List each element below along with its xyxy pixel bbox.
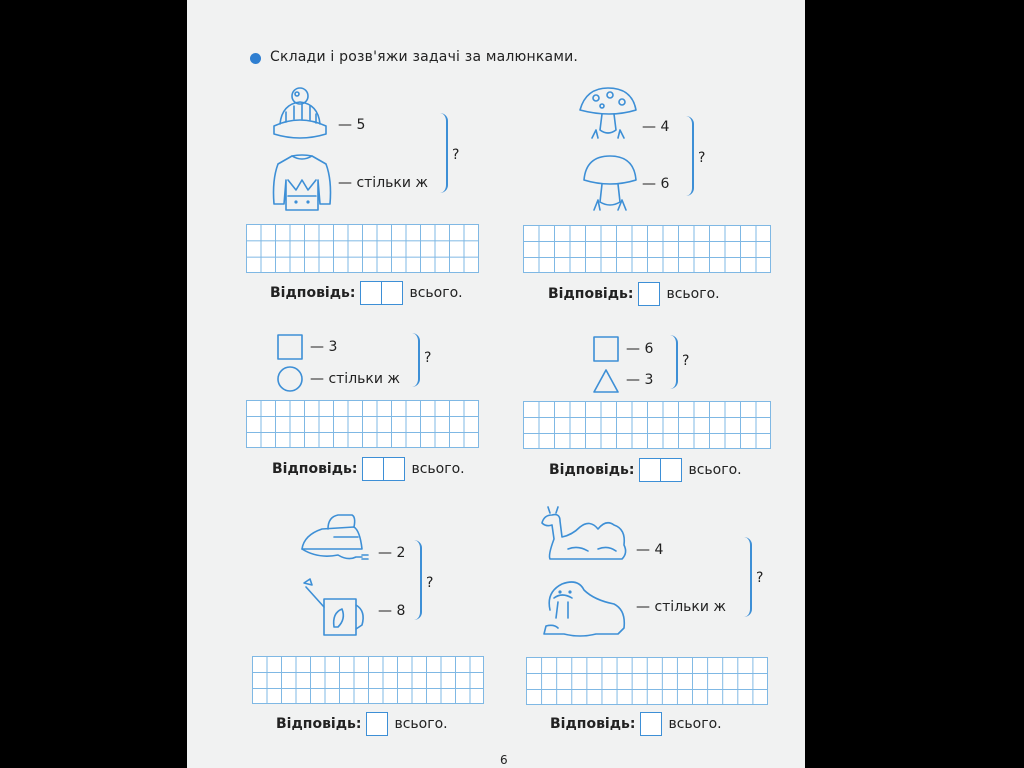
task3-item1-value: — 3 <box>310 339 338 355</box>
page-number: 6 <box>500 753 508 767</box>
task2-item2-value: — 6 <box>642 176 670 192</box>
task1-brace-icon <box>434 113 448 193</box>
task5-brace-icon <box>408 540 422 620</box>
task4-answer-label: Відповідь: <box>549 462 635 478</box>
task1-item2-value: — стільки ж <box>338 175 429 191</box>
iron-icon <box>298 505 372 569</box>
triangle-icon <box>592 367 620 395</box>
task3-answer-label: Відповідь: <box>272 461 358 477</box>
task1-answer-box-2[interactable] <box>382 281 403 305</box>
task5-answer-label: Відповідь: <box>276 716 362 732</box>
mushroom-icon <box>578 150 640 214</box>
task1-solution-grid[interactable] <box>246 224 479 273</box>
task6-question-mark: ? <box>756 570 764 586</box>
task4-answer-suffix: всього. <box>688 462 742 478</box>
task2-brace-icon <box>680 116 694 196</box>
task3-item2-value: — стільки ж <box>310 371 401 387</box>
task1-question-mark: ? <box>452 147 460 163</box>
task2-question-mark: ? <box>698 150 706 166</box>
square-icon <box>276 333 304 361</box>
sweater-icon <box>268 150 336 214</box>
task1-answer-box-1[interactable] <box>360 281 382 305</box>
task4-answer-box-2[interactable] <box>661 458 682 482</box>
task4-answer-box-1[interactable] <box>639 458 661 482</box>
task5-question-mark: ? <box>426 575 434 591</box>
task4-question-mark: ? <box>682 353 690 369</box>
task1-answer-suffix: всього. <box>409 285 463 301</box>
task6-brace-icon <box>738 537 752 617</box>
task3-solution-grid[interactable] <box>246 400 479 448</box>
task3-answer-suffix: всього. <box>411 461 465 477</box>
task2-item1-value: — 4 <box>642 119 670 135</box>
task4-brace-icon <box>664 335 678 389</box>
task4-answer-row <box>549 458 742 482</box>
task5-answer-suffix: всього. <box>394 716 448 732</box>
task4-item1-value: — 6 <box>626 341 654 357</box>
task1-answer-label: Відповідь: <box>270 285 356 301</box>
task5-answer-row <box>276 712 448 736</box>
task6-solution-grid[interactable] <box>526 657 768 705</box>
square-icon <box>592 335 620 363</box>
task6-item2-value: — стільки ж <box>636 599 727 615</box>
task4-solution-grid[interactable] <box>523 401 771 449</box>
fly-agaric-mushroom-icon <box>576 82 640 144</box>
instruction-text: Склади і розв'яжи задачі за малюнками. <box>270 49 579 65</box>
task5-item2-value: — 8 <box>378 603 406 619</box>
task6-item1-value: — 4 <box>636 542 664 558</box>
walrus-icon <box>540 576 630 640</box>
task3-answer-box-2[interactable] <box>384 457 405 481</box>
task6-answer-box-1[interactable] <box>640 712 662 736</box>
task1-answer-row <box>270 281 463 305</box>
task1-item1-value: — 5 <box>338 117 366 133</box>
task5-solution-grid[interactable] <box>252 656 484 704</box>
task3-question-mark: ? <box>424 350 432 366</box>
task3-answer-row <box>272 457 465 481</box>
task3-answer-box-1[interactable] <box>362 457 384 481</box>
task6-answer-row <box>550 712 722 736</box>
circle-icon <box>276 365 304 393</box>
task2-answer-suffix: всього. <box>666 286 720 302</box>
task2-solution-grid[interactable] <box>523 225 771 273</box>
bullet-dot-icon <box>250 53 261 64</box>
task5-answer-box-1[interactable] <box>366 712 388 736</box>
task5-item1-value: — 2 <box>378 545 406 561</box>
task4-item2-value: — 3 <box>626 372 654 388</box>
hat-icon <box>268 84 332 146</box>
task6-answer-suffix: всього. <box>668 716 722 732</box>
task2-answer-row <box>548 282 720 306</box>
task3-brace-icon <box>406 333 420 387</box>
task6-answer-label: Відповідь: <box>550 716 636 732</box>
task2-answer-box-1[interactable] <box>638 282 660 306</box>
task2-answer-label: Відповідь: <box>548 286 634 302</box>
camel-icon <box>538 505 630 567</box>
watering-can-icon <box>302 575 368 641</box>
